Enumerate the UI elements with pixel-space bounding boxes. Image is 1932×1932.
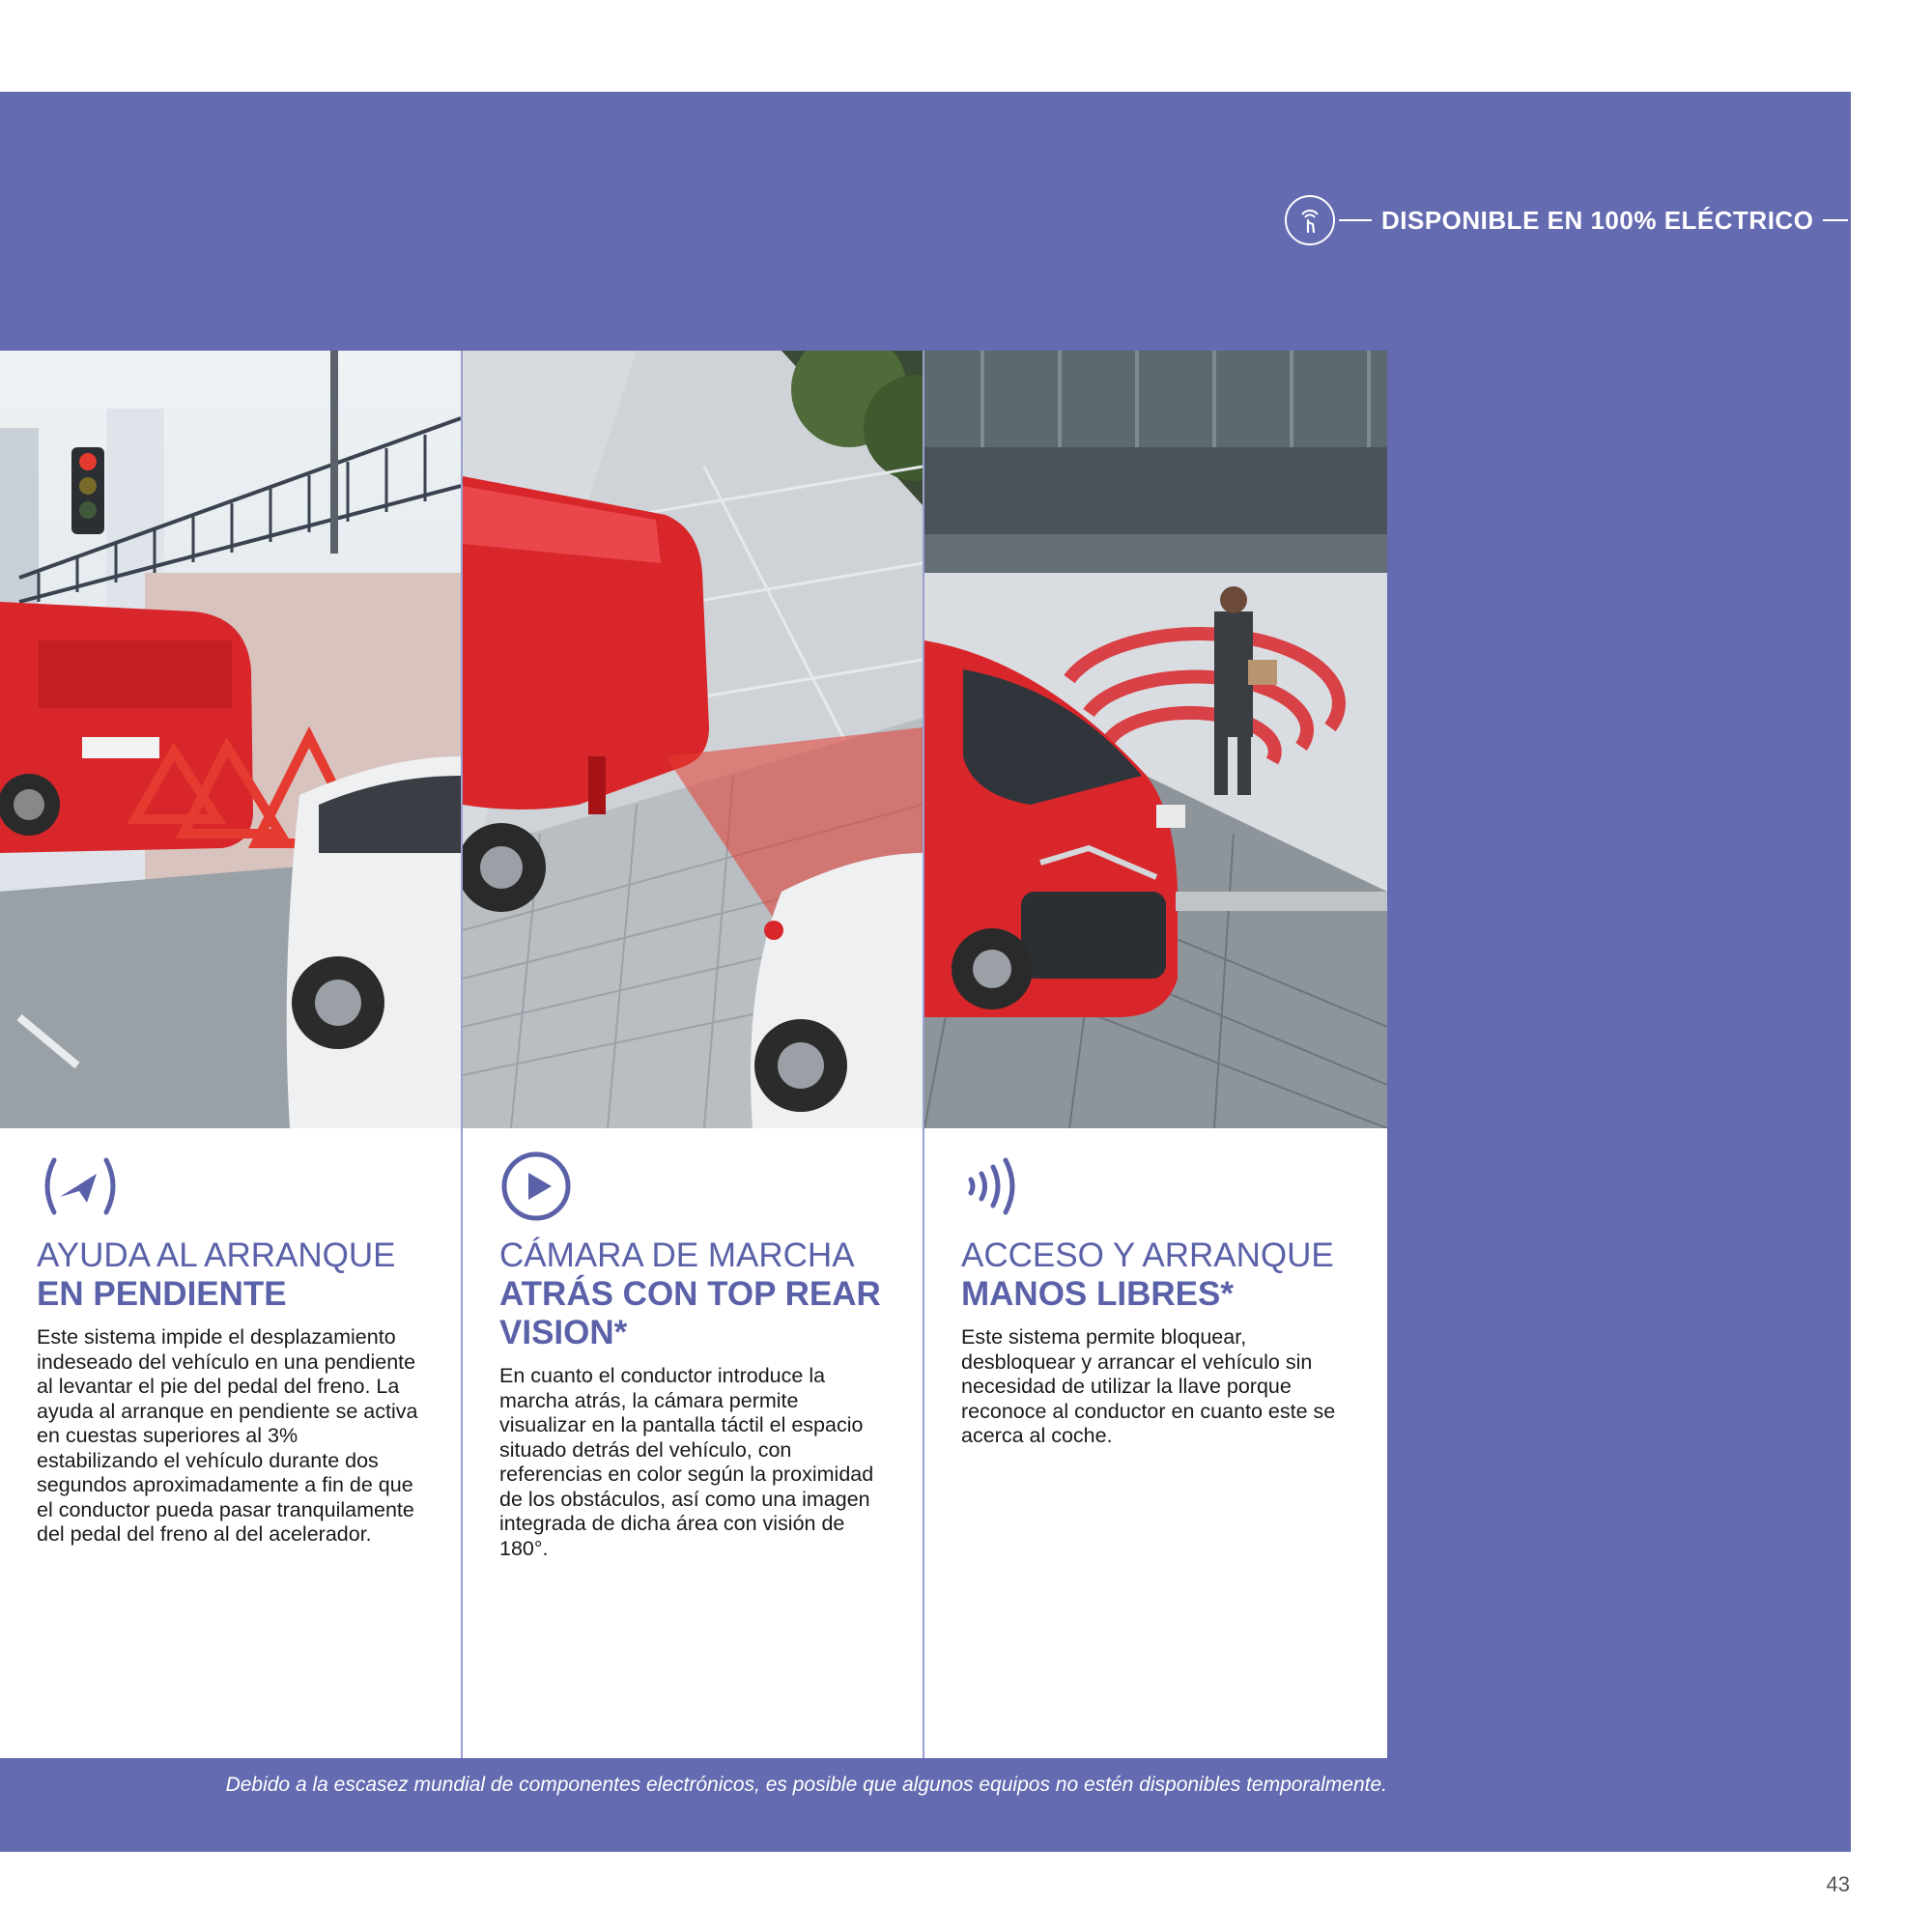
- electric-availability-badge: [1285, 191, 1848, 249]
- feature-description: Este sistema permite bloquear, desbloquear y arrancar el vehículo sin necesidad de utilizar la llave porque reconoce al conductor en cuanto este se acerca al coche.: [961, 1325, 1336, 1447]
- feature-title-light: ACCESO Y ARRANQUE: [961, 1236, 1334, 1274]
- hill-start-icon: [37, 1148, 424, 1225]
- availability-footnote: Debido a la escasez mundial de componentes electrónicos, es posible que algunos equipos no estén disponibles temporalmente.: [225, 1774, 1387, 1796]
- feature-description: En cuanto el conductor introduce la marcha atrás, la cámara permite visualizar en la pantalla táctil el espacio situado detrás del vehículo, con referencias en color según la proximidad de los obstáculos, así como una imagen integrada de dicha área con visión de 180°.: [499, 1364, 874, 1560]
- feature-description: Este sistema impide el desplazamiento indeseado del vehículo en una pendiente al levantar el pie del pedal del freno. La ayuda al arranque en pendiente se activa en cuestas superiores al 3% estabilizando el vehículo durante dos segundos aproximadamente a fin de que el conductor pueda pasar tranquilamente del pedal del freno al del acelerador.: [37, 1325, 418, 1546]
- badge-line-left: [1339, 219, 1372, 221]
- feature-title-light: CÁMARA DE MARCHA: [499, 1236, 855, 1274]
- play-circle-icon: [499, 1148, 886, 1225]
- feature-title-bold: ATRÁS CON TOP REAR VISION*: [499, 1275, 881, 1351]
- feature-title-bold: EN PENDIENTE: [37, 1275, 287, 1313]
- photo-rear-camera: [463, 351, 923, 1128]
- feature-title-bold: MANOS LIBRES*: [961, 1275, 1234, 1313]
- badge-line-right: [1823, 219, 1848, 221]
- feature-card-keyless-access: [924, 351, 1387, 1758]
- feature-card-rear-camera: [463, 351, 923, 1758]
- feature-title: [499, 1236, 886, 1352]
- feature-title: [961, 1236, 1350, 1314]
- feature-title-light: AYUDA AL ARRANQUE: [37, 1236, 396, 1274]
- photo-keyless-access: [924, 351, 1387, 1128]
- badge-label: DISPONIBLE EN 100% ELÉCTRICO: [1381, 205, 1814, 235]
- hand-touch-icon: [1285, 195, 1335, 245]
- feature-card-hill-start: [0, 351, 461, 1758]
- photo-hill-start: [0, 351, 461, 1128]
- page-number: 43: [1826, 1872, 1850, 1896]
- feature-title: [37, 1236, 424, 1314]
- wireless-signal-icon: [961, 1148, 1350, 1225]
